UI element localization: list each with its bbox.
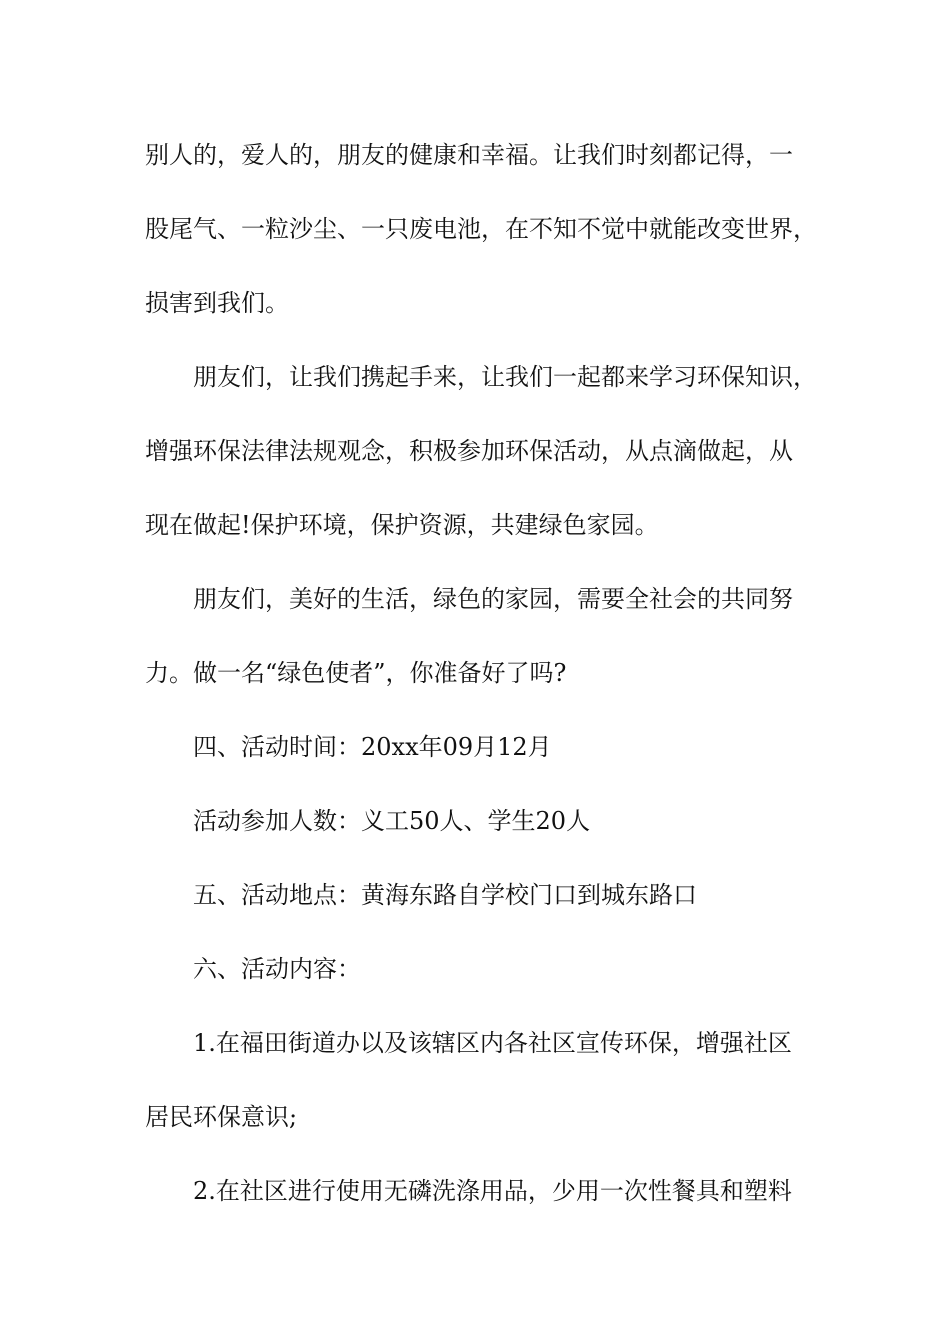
list-item-1: 1.在福田街道办以及该辖区内各社区宣传环保，增强社区 <box>193 1029 792 1057</box>
paragraph-line: 朋友们，美好的生活，绿色的家园，需要全社会的共同努 <box>193 585 793 613</box>
paragraph-line: 别人的，爱人的，朋友的健康和幸福。让我们时刻都记得，一 <box>145 141 793 169</box>
section-heading-time: 四、活动时间：20xx年09月12月 <box>193 733 552 761</box>
paragraph-line: 现在做起!保护环境，保护资源，共建绿色家园。 <box>145 511 659 539</box>
paragraph-line: 朋友们，让我们携起手来，让我们一起都来学习环保知识， <box>193 363 817 391</box>
paragraph-line: 损害到我们。 <box>145 289 289 317</box>
list-item-1-continued: 居民环保意识; <box>145 1103 298 1131</box>
paragraph-line: 股尾气、一粒沙尘、一只废电池，在不知不觉中就能改变世界， <box>145 215 817 243</box>
list-item-2: 2.在社区进行使用无磷洗涤用品，少用一次性餐具和塑料 <box>193 1177 792 1205</box>
paragraph-line: 增强环保法律法规观念，积极参加环保活动，从点滴做起，从 <box>145 437 793 465</box>
paragraph-line: 力。做一名“绿色使者”，你准备好了吗? <box>145 659 567 687</box>
participants-line: 活动参加人数：义工50人、学生20人 <box>193 807 591 835</box>
section-heading-location: 五、活动地点：黄海东路自学校门口到城东路口 <box>193 881 697 909</box>
section-heading-content: 六、活动内容： <box>193 955 361 983</box>
